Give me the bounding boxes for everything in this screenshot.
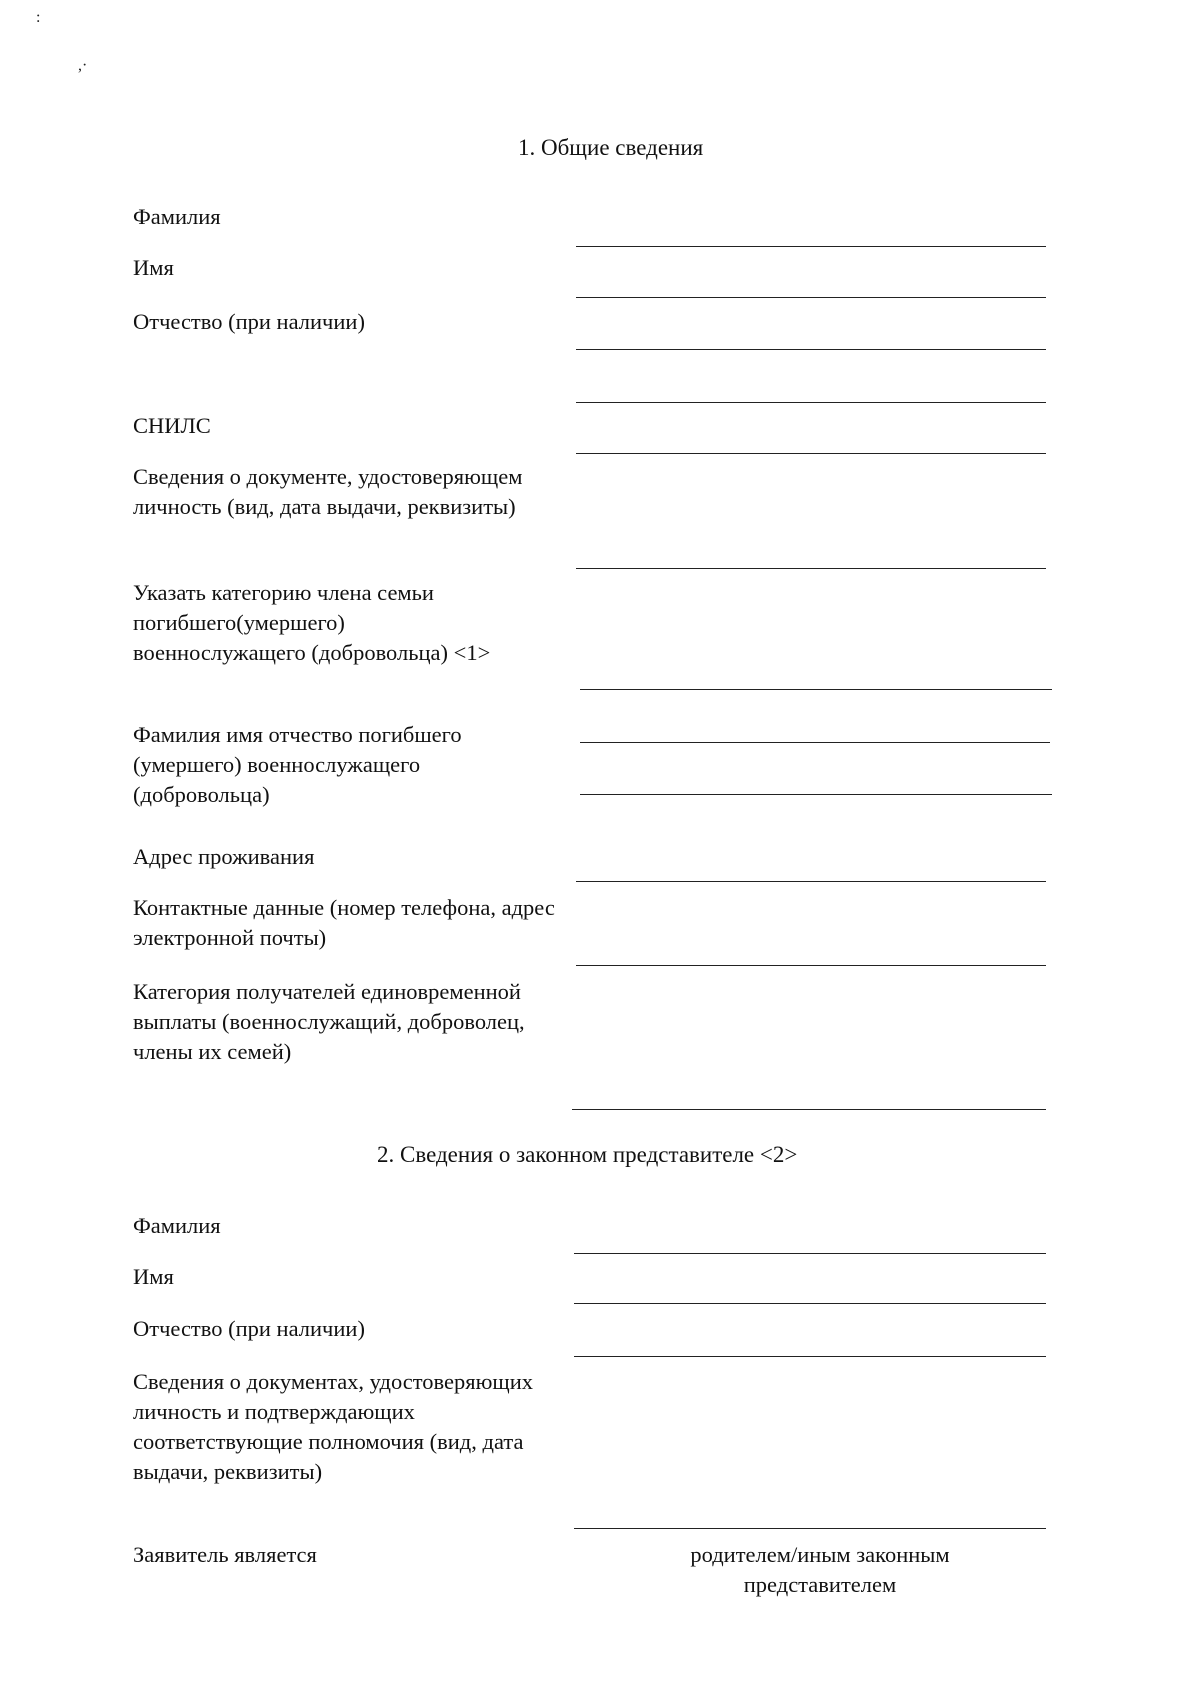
scan-speck: ,· (78, 57, 88, 74)
label-identity-doc: Сведения о документе, удостоверяющем личность (вид, дата выдачи, реквизиты) (133, 464, 523, 519)
identity-doc-line[interactable] (576, 568, 1046, 569)
label-family-category: Указать категорию члена семьи погибшего(умершего) военнослужащего (добровольца) <1> (133, 580, 491, 665)
label-snils: СНИЛС (133, 413, 211, 438)
recipient-category-line[interactable] (572, 1109, 1046, 1110)
label-contacts: Контактные данные (номер телефона, адрес электронной почты) (133, 895, 555, 950)
label-recipient-category: Категория получателей единовременной выплаты (военнослужащий, доброволец, члены их семей) (133, 979, 525, 1064)
address-line[interactable] (576, 881, 1046, 882)
label-name: Имя (133, 255, 174, 280)
patronymic-line[interactable] (576, 349, 1046, 350)
label-rep-name: Имя (133, 1264, 174, 1289)
label-deceased-fio: Фамилия имя отчество погибшего (умершего) военнослужащего (добровольца) (133, 722, 462, 807)
label-rep-patronymic: Отчество (при наличии) (133, 1316, 365, 1341)
label-patronymic: Отчество (при наличии) (133, 309, 365, 334)
section1-title: 1. Общие сведения (518, 135, 704, 160)
extra-line[interactable] (576, 402, 1046, 403)
name-line[interactable] (576, 297, 1046, 298)
family-category-line[interactable] (580, 689, 1052, 690)
rep-documents-line[interactable] (574, 1528, 1046, 1529)
contacts-line[interactable] (576, 965, 1046, 966)
label-surname: Фамилия (133, 204, 221, 229)
rep-name-line[interactable] (574, 1303, 1046, 1304)
surname-line[interactable] (576, 246, 1046, 247)
label-address: Адрес проживания (133, 844, 315, 869)
rep-surname-line[interactable] (574, 1253, 1046, 1254)
label-rep-documents: Сведения о документах, удостоверяющих личность и подтверждающих соответствующие полномочия (вид, дата выдачи, реквизиты) (133, 1369, 534, 1484)
snils-line[interactable] (576, 453, 1046, 454)
scan-speck: : (36, 9, 41, 26)
label-applicant-is: Заявитель является (133, 1542, 317, 1567)
applicant-status-value: родителем/иным законным представителем (690, 1542, 950, 1597)
rep-patronymic-line[interactable] (574, 1356, 1046, 1357)
deceased-fio-line-2[interactable] (580, 794, 1052, 795)
label-rep-surname: Фамилия (133, 1213, 221, 1238)
deceased-fio-line-1[interactable] (580, 742, 1050, 743)
section2-title: 2. Сведения о законном представителе <2> (377, 1142, 798, 1167)
